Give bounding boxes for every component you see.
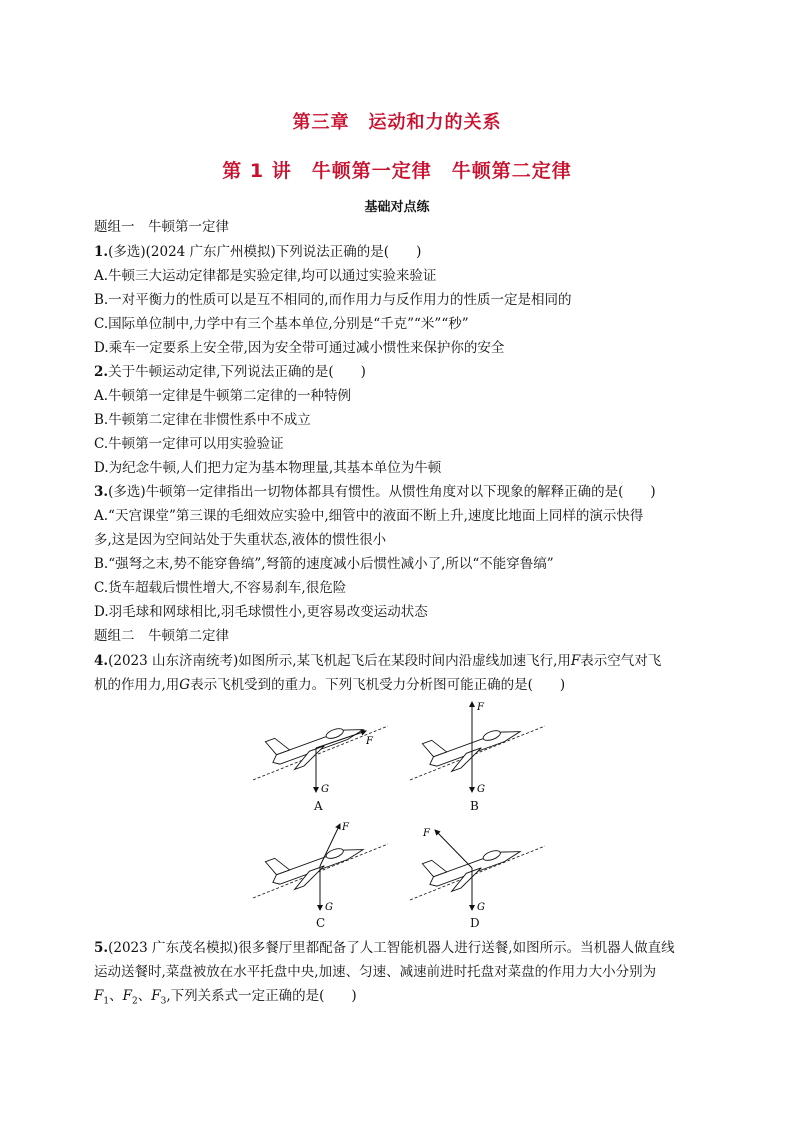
figure-a (248, 700, 393, 813)
airplane-diagram-d (405, 818, 550, 918)
question-text: (2023 山东济南统考)如图所示,某飞机起飞后在某段时间内沿虚线加速飞行,用 (108, 653, 571, 669)
question-3-option-b: B.“强弩之末,势不能穿鲁缟”,弩箭的速度减小后惯性减小了,所以“不能穿鲁缟” (94, 556, 554, 572)
figure-d (405, 818, 550, 930)
gravity-label: G (325, 902, 333, 913)
force-symbol: F (570, 653, 581, 669)
force-label: F (423, 828, 430, 839)
separator: 、 (137, 988, 152, 1004)
question-2-option-b: B.牛顿第二定律在非惯性系中不成立 (94, 412, 311, 428)
question-number: 1. (94, 244, 109, 260)
gravity-label: G (477, 784, 485, 795)
question-1-option-a: A.牛顿三大运动定律都是实验定律,均可以通过实验来验证 (94, 268, 437, 284)
figure-b (405, 698, 550, 813)
subscript: 1 (103, 996, 110, 1007)
question-5-stem-line-2: 运动送餐时,菜盘被放在水平托盘中央,加速、匀速、减速前进时托盘对菜盘的作用力大小分别为 (94, 964, 657, 980)
question-2-stem (94, 362, 366, 382)
question-number: 5. (94, 940, 109, 956)
lesson-title: 第 1 讲 牛顿第一定律 牛顿第二定律 (222, 160, 572, 182)
gravity-symbol: G (179, 677, 191, 693)
question-3-option-c: C.货车超载后惯性增大,不容易刹车,很危险 (94, 580, 347, 596)
question-3-option-a-line-2: 多,这是因为空间站处于失重状态,液体的惯性很小 (94, 532, 387, 548)
question-5-stem-line-1 (94, 938, 675, 958)
force-symbol: F (122, 988, 132, 1004)
question-text: (2023 广东茂名模拟)很多餐厅里都配备了人工智能机器人进行送餐,如图所示。当机器人做直线 (108, 940, 675, 956)
question-3-option-a-line-1: A.“天宫课堂”第三课的毛细效应实验中,细管中的液面不断上升,速度比地面上同样的演示快得 (94, 508, 644, 524)
question-1-option-b: B.一对平衡力的性质可以是互不相同的,而作用力与反作用力的性质一定是相同的 (94, 292, 572, 308)
question-3-stem (94, 482, 656, 502)
figure-label: D (470, 916, 480, 930)
question-4-stem-line-1 (94, 651, 661, 671)
question-4-stem-line-2 (94, 675, 565, 695)
group-2-heading: 题组二 牛顿第二定律 (94, 628, 229, 644)
question-2-option-c: C.牛顿第一定律可以用实验验证 (94, 436, 284, 452)
gravity-label: G (477, 902, 485, 913)
question-2-option-a: A.牛顿第一定律是牛顿第二定律的一种特例 (94, 388, 352, 404)
airplane-diagram-a (248, 700, 393, 800)
question-number: 3. (94, 484, 109, 500)
figure-label: C (316, 916, 326, 930)
question-text: (多选)牛顿第一定律指出一切物体都具有惯性。从惯性角度对以下现象的解释正确的是( ) (108, 484, 656, 500)
question-text: 机的作用力,用 (94, 677, 180, 693)
force-symbol: F (151, 988, 161, 1004)
force-label: F (477, 702, 484, 713)
subscript: 3 (160, 996, 167, 1007)
question-1-stem (94, 242, 421, 262)
question-1-option-c: C.国际单位制中,力学中有三个基本单位,分别是“千克”“米”“秒” (94, 316, 469, 332)
chapter-title: 第三章 运动和力的关系 (292, 112, 502, 133)
question-number: 2. (94, 364, 109, 380)
airplane-diagram-c (248, 818, 393, 918)
airplane-diagram-b (405, 698, 550, 800)
question-number: 4. (94, 653, 109, 669)
force-symbol: F (94, 988, 104, 1004)
separator: 、 (109, 988, 123, 1004)
figure-c (248, 818, 393, 930)
question-text: 关于牛顿运动定律,下列说法正确的是( ) (108, 364, 366, 380)
question-text: 表示空气对飞 (580, 653, 662, 669)
question-text: 表示飞机受到的重力。下列飞机受力分析图可能正确的是( ) (190, 677, 566, 693)
force-label: F (342, 822, 349, 833)
question-text: ,下列关系式一定正确的是( ) (166, 988, 357, 1004)
question-1-option-d: D.乘车一定要系上安全带,因为安全带可通过减小惯性来保护你的安全 (94, 340, 505, 356)
question-text: (多选)(2024 广东广州模拟)下列说法正确的是( ) (108, 244, 422, 260)
figure-label: B (470, 799, 479, 813)
group-1-heading: 题组一 牛顿第一定律 (94, 219, 229, 235)
gravity-label: G (321, 784, 329, 795)
section-title: 基础对点练 (364, 200, 430, 215)
question-2-option-d: D.为纪念牛顿,人们把力定为基本物理量,其基本单位为牛顿 (94, 460, 442, 476)
question-3-option-d: D.羽毛球和网球相比,羽毛球惯性小,更容易改变运动状态 (94, 604, 428, 620)
question-5-stem-line-3 (94, 986, 357, 1012)
force-label: F (366, 736, 373, 747)
figure-label: A (314, 799, 323, 813)
subscript: 2 (131, 996, 138, 1007)
